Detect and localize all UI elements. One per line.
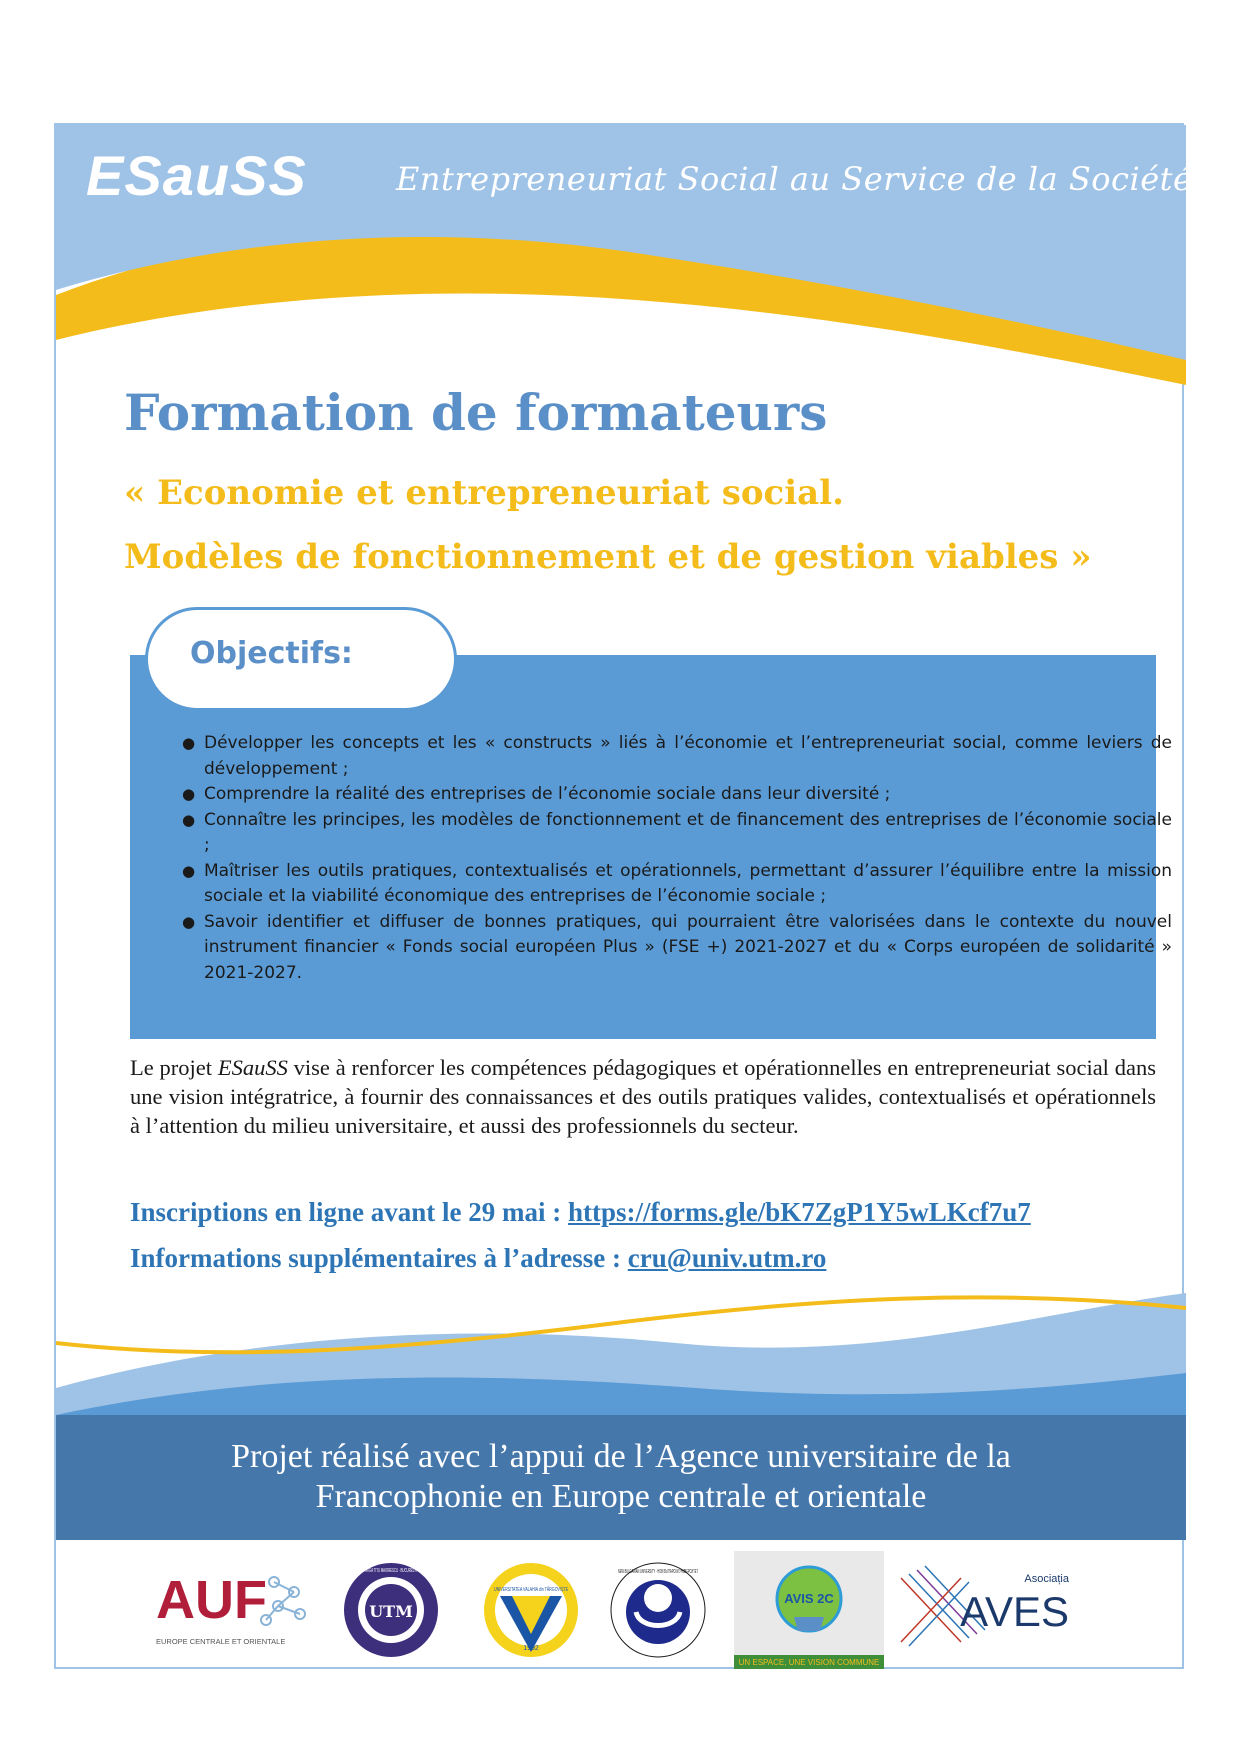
utm-logo (341, 1551, 441, 1669)
utm-ring-text: UNIVERSITATEA TITU MAIORESCU · BUCURESTI ROMANIA (351, 1568, 432, 1574)
footer-banner (56, 1415, 1186, 1540)
objective-item: ● Développer les concepts et les « constructs » liés à l’économie et l’entrepreneuriat social, comme leviers de développement ; (182, 733, 1172, 779)
nbu-logo (608, 1551, 708, 1669)
bullet-icon: ● (182, 785, 196, 803)
registration-link[interactable]: https://forms.gle/bK7ZgP1Y5wLKcf7u7 (568, 1197, 1031, 1227)
valahia-ring-text: UNIVERSITATEA VALAHIA din TÂRGOVIȘTE (494, 1587, 597, 1593)
footer-wave (56, 1293, 1186, 1423)
avis2c-name: AVIS 2C (784, 1591, 834, 1606)
bullet-icon: ● (182, 912, 196, 931)
subtitle-line-1: « Economie et entrepreneuriat social. (124, 473, 844, 513)
auf-mark: AUF (156, 1570, 267, 1630)
bullet-icon: ● (182, 861, 196, 880)
esauss-logo: ESauSS (86, 144, 307, 207)
objectives-heading: Objectifs: (190, 636, 353, 671)
utm-monogram: UTM (369, 1602, 413, 1621)
flyer (54, 123, 1193, 1669)
registration-line: Inscriptions en ligne avant le 29 mai : https://forms.gle/bK7ZgP1Y5wLKcf7u7 (130, 1197, 1031, 1227)
bullet-icon: ● (182, 734, 196, 752)
avis2c-caption: UN ESPACE, UNE VISION COMMUNE (738, 1658, 880, 1667)
objective-item: ● Savoir identifier et diffuser de bonnes pratiques, qui pourraient être valorisées dans le contexte du nouvel instrument financier « Fonds social européen Plus » (FSE +) 2021-2027 et du « Corps européen de solidarité » 2021-2027. (182, 911, 1172, 983)
valahia-logo (476, 1551, 597, 1669)
project-description: Le projet ESauSS vise à renforcer les compétences pédagogiques et opérationnelles en entrepreneuriat social dans une vision intégratrice, à fournir des connaissances et des outils pratiques valides, contextualisés et opérationnels à l’attention du milieu universitaire, et aussi des professionnels du secteur. (130, 1055, 1156, 1138)
partner-logos (56, 1551, 1186, 1669)
page-title: Formation de formateurs (124, 383, 828, 442)
objective-item: ● Comprendre la réalité des entreprises de l’économie sociale dans leur diversité ; (182, 782, 1172, 808)
nbu-ring-text: NEW BULGARIAN UNIVERSITY · НОВ БЪЛГАРСКИ УНИВЕРСИТЕТ (618, 1569, 698, 1575)
auf-caption: EUROPE CENTRALE ET ORIENTALE (156, 1637, 286, 1646)
header-tagline: Entrepreneuriat Social au Service de la Société (396, 160, 1193, 198)
objective-item: ● Maîtriser les outils pratiques, contextualisés et opérationnels, permettant d’assurer l’équilibre entre la mission sociale et la viabilité économique des entreprises de l’économie sociale ; (182, 860, 1172, 906)
project-name: ESauSS (217, 1055, 288, 1080)
objective-item: ● Connaître les principes, les modèles de fonctionnement et de financement des entreprises de l’économie sociale ; (182, 809, 1172, 855)
subtitle-line-2: Modèles de fonctionnement et de gestion viables » (124, 537, 1092, 577)
contact-email-link[interactable]: cru@univ.utm.ro (627, 1243, 827, 1273)
network-icon (261, 1577, 305, 1625)
info-line: Informations supplémentaires à l’adresse : cru@univ.utm.ro (130, 1243, 827, 1273)
objectives-heading-pill (145, 607, 457, 711)
valahia-year: 1992 (523, 1645, 539, 1652)
auf-logo (154, 1551, 314, 1669)
aves-name: AVES (960, 1588, 1069, 1635)
aves-logo (901, 1551, 1076, 1669)
objectives-list (182, 731, 1172, 986)
avis2c-logo (734, 1551, 884, 1669)
bullet-icon: ● (182, 810, 196, 829)
aves-top: Asociația (1024, 1573, 1069, 1585)
footer-text: Projet réalisé avec l’appui de l’Agence universitaire de la Francophonie en Europe centrale et orientale (231, 1438, 1011, 1515)
